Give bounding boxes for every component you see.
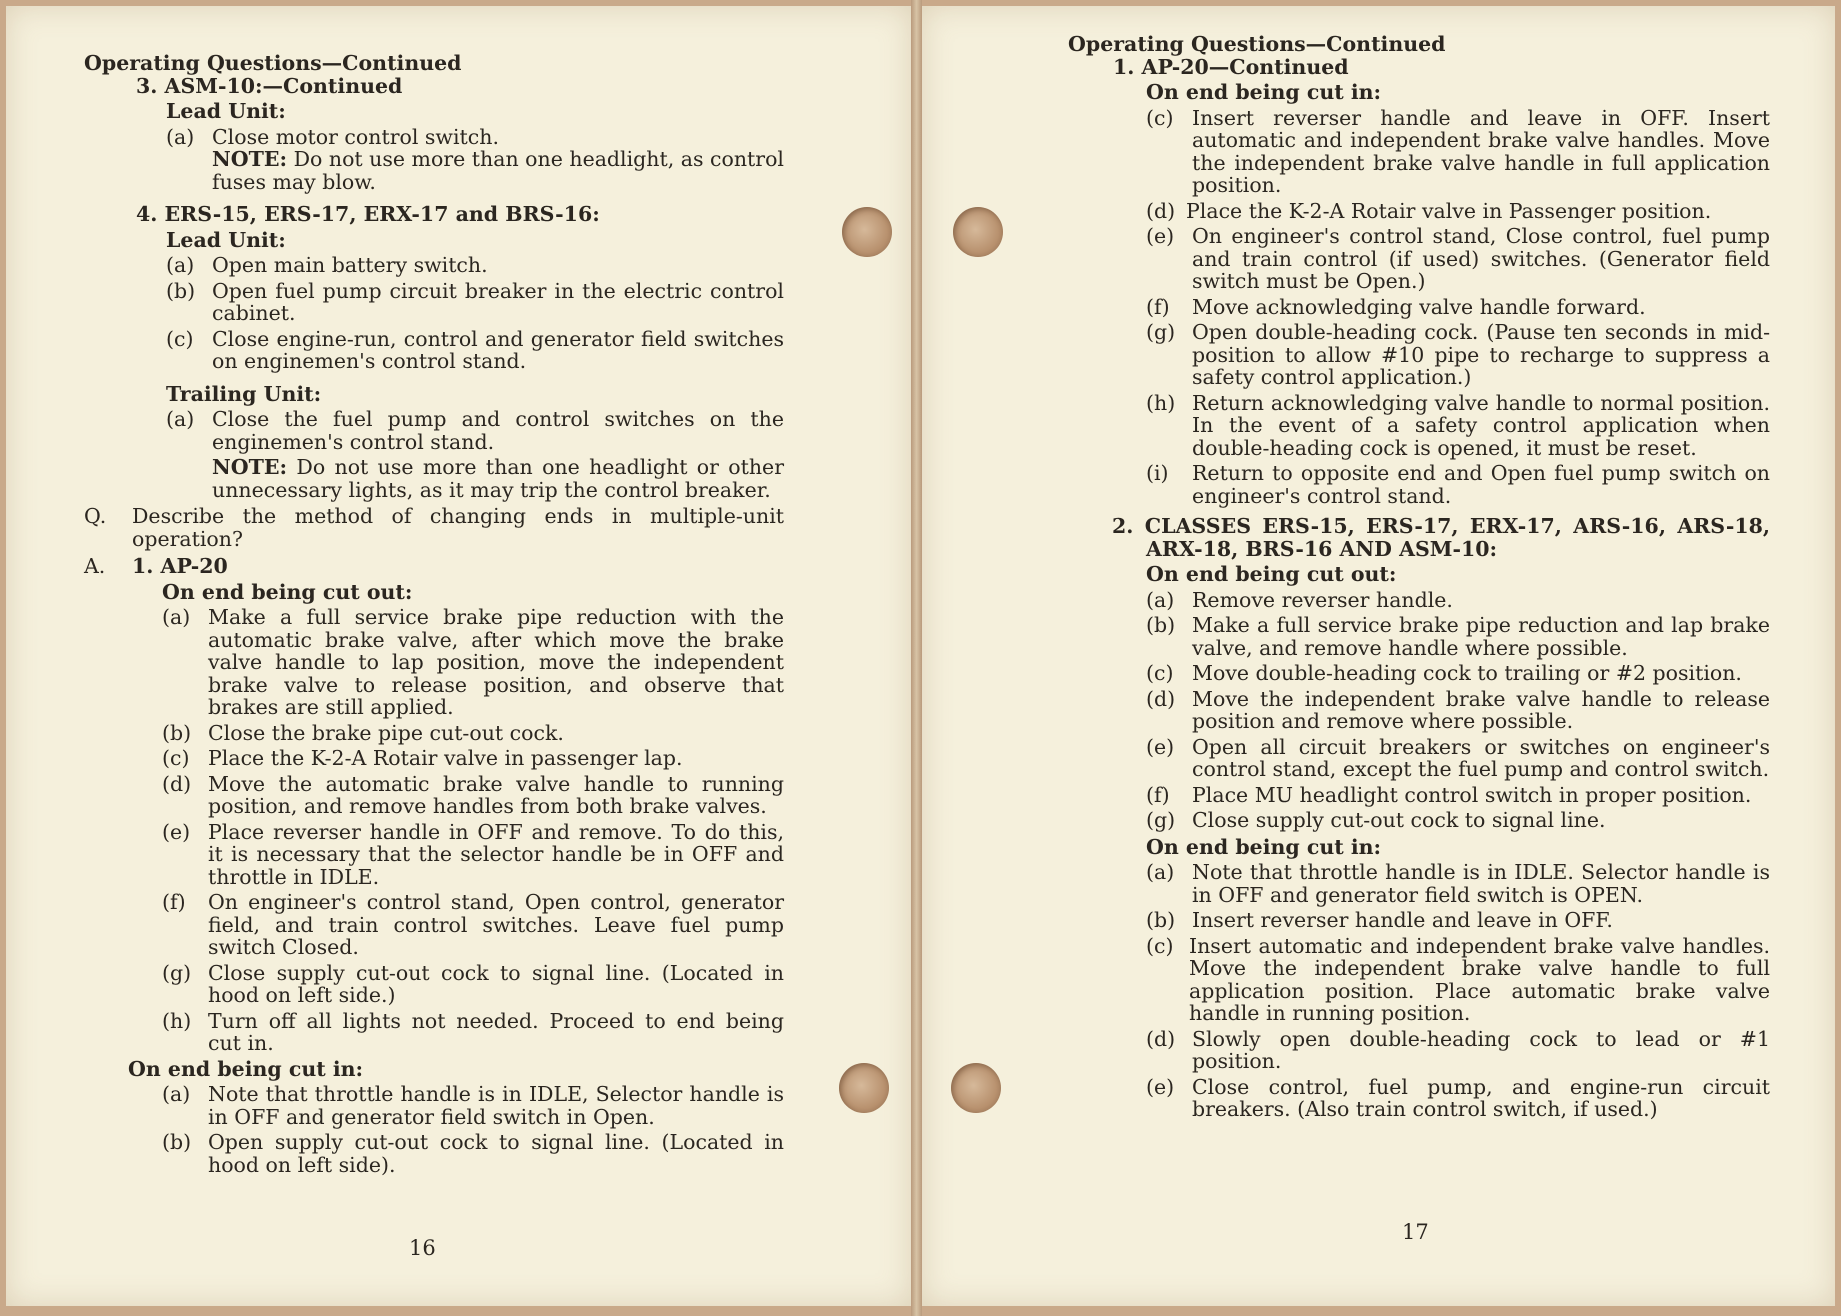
cut-in-item-d: [1068, 200, 1770, 223]
note-text: Do not use more than one headlight or other unnecessary lights, as it may trip the control breaker.: [212, 455, 784, 502]
section-4-item-c: [84, 328, 784, 373]
binder-hole-top-left: [842, 207, 892, 257]
cut-in-2-item-b: [1068, 909, 1770, 932]
cut-out-item-g: [84, 962, 784, 1007]
cut-out-label: On end being cut out:: [1146, 562, 1397, 586]
item-text: Place reverser handle in OFF and remove. To do this, it is necessary that the selector handle be in OFF and throttle in IDLE.: [208, 819, 784, 889]
note-label: NOTE:: [212, 455, 288, 479]
item-marker: (c): [162, 746, 190, 770]
cut-in-item-f: [1068, 296, 1770, 319]
item-text: Make a full service brake pipe reduction with the automatic brake valve, after which move the brake valve handle to lap position, move the independent brake valve to release position, and observe that brakes are still applied.: [208, 605, 784, 719]
cut-in-2-item-e: [1068, 1076, 1770, 1121]
item-marker: (b): [1146, 613, 1176, 637]
item-text: Move acknowledging valve handle forward.: [1192, 294, 1646, 319]
cut-in-item-b: [84, 1131, 784, 1176]
binder-hole-top-right: [953, 207, 1003, 257]
section-4-lead-unit-label: Lead Unit:: [166, 227, 286, 252]
item-text: Move the independent brake valve handle to release position and remove where possible.: [1192, 686, 1770, 733]
item-marker: (e): [1146, 1074, 1175, 1099]
section-4-note: [84, 456, 784, 501]
item-text: Remove reverser handle.: [1192, 587, 1453, 612]
right-page: [922, 6, 1835, 1306]
item-marker: (c): [1146, 933, 1174, 958]
item-text: Note that throttle handle is in IDLE, Selector handle is in OFF and generator field switch in Open.: [208, 1082, 784, 1129]
item-marker: (c): [1146, 105, 1174, 130]
item-marker: (i): [1146, 461, 1169, 485]
section-2-title: 2. CLASSES ERS-15, ERS-17, ERX-17, ARS-16, ARS-18, ARX-18, BRS-16 AND ASM-10:: [1112, 514, 1770, 561]
item-text: Insert reverser handle and leave in OFF. Insert automatic and independent brake valve handles. Move the independent brake valve handle in full application position.: [1192, 105, 1770, 197]
cut-in-item-e: [1068, 225, 1770, 293]
cut-in-2-item-a: [1068, 861, 1770, 906]
item-marker: (d): [1146, 198, 1176, 223]
note-text: Do not use more than one headlight, as control fuses may blow.: [212, 147, 784, 194]
item-text: Open main battery switch.: [212, 253, 488, 277]
item-marker: (b): [162, 1130, 192, 1154]
item-marker: (a): [166, 407, 195, 431]
left-text-column: [84, 6, 784, 1176]
book-gutter: [911, 0, 922, 1316]
item-marker: (d): [162, 771, 192, 796]
item-marker: (g): [162, 960, 192, 985]
item-text: On engineer's control stand, Open control, generator field, and train control switches. Leave fuel pump switch Closed.: [208, 890, 784, 959]
item-marker: (a): [162, 605, 191, 629]
item-marker: (a): [166, 253, 195, 277]
item-marker: (f): [162, 890, 186, 914]
section-3-lead-unit-label: Lead Unit:: [166, 99, 286, 123]
cut-out-item-f: [84, 891, 784, 959]
item-text: Close control, fuel pump, and engine-run circuit breakers. (Also train control switch, if used.): [1192, 1074, 1770, 1121]
item-text: Close supply cut-out cock to signal line. (Located in hood on left side.): [208, 960, 784, 1007]
item-text: Close engine-run, control and generator field switches on enginemen's control stand.: [212, 326, 784, 373]
item-text: Insert reverser handle and leave in OFF.: [1192, 908, 1613, 932]
item-text: Close the brake pipe cut-out cock.: [208, 720, 564, 745]
item-marker: (g): [1146, 808, 1176, 832]
cut-out-item-h: [84, 1010, 784, 1055]
right-page-header: Operating Questions—Continued: [1068, 32, 1446, 56]
item-text: Close supply cut-out cock to signal line.: [1192, 808, 1606, 832]
item-text: Make a full service brake pipe reduction and lap brake valve, and remove handle where possible.: [1192, 613, 1770, 660]
item-marker: (a): [1146, 860, 1175, 884]
item-marker: (b): [1146, 908, 1176, 932]
right-text-column: [1068, 6, 1770, 1121]
cut-out-item-b: [84, 722, 784, 745]
item-marker: (a): [162, 1082, 191, 1106]
item-text: Place the K-2-A Rotair valve in passenger lap.: [208, 746, 683, 770]
item-text: Open double-heading cock. (Pause ten seconds in mid-position to allow #10 pipe to recharge to suppress a safety control application.): [1192, 320, 1770, 389]
item-marker: (e): [1146, 734, 1175, 759]
cut-out-label: On end being cut out:: [162, 579, 413, 604]
answer-section-title: 1. AP-20: [132, 554, 228, 578]
item-marker: (e): [162, 819, 191, 844]
cut-out-item-f: [1068, 784, 1770, 807]
cut-in-2-item-c: [1068, 935, 1770, 1025]
item-text: Note that throttle handle is in IDLE. Selector handle is in OFF and generator field switch is OPEN.: [1192, 860, 1770, 907]
cut-out-item-c: [1068, 662, 1770, 685]
item-marker: (b): [166, 278, 196, 303]
section-4-trailing-item-a: [84, 408, 784, 453]
item-marker: (e): [1146, 224, 1175, 248]
cut-out-item-g: [1068, 809, 1770, 832]
section-1-continued-title: 1. AP-20—Continued: [1113, 54, 1349, 79]
item-marker: (h): [1146, 390, 1176, 415]
item-text: Place MU headlight control switch in proper position.: [1192, 782, 1752, 807]
item-text: Move double-heading cock to trailing or #2 position.: [1192, 661, 1742, 685]
left-page: [6, 6, 911, 1306]
cut-out-item-e: [1068, 736, 1770, 781]
item-marker: (c): [1146, 661, 1174, 685]
item-text: Place the K-2-A Rotair valve in Passenger position.: [1186, 198, 1712, 223]
page-number-left: 16: [409, 1236, 436, 1260]
cut-out-item-b: [1068, 614, 1770, 659]
section-4-title: 4. ERS-15, ERS-17, ERX-17 and BRS-16:: [136, 202, 600, 226]
item-marker: (a): [1146, 587, 1175, 612]
cut-out-item-d: [84, 773, 784, 818]
item-text: Close the fuel pump and control switches on the enginemen's control stand.: [212, 407, 784, 454]
item-marker: (c): [166, 326, 194, 351]
cut-out-item-d: [1068, 688, 1770, 733]
item-text: Insert automatic and independent brake valve handles. Move the independent brake valve handle to full application position. Place automatic brake valve handle in running position.: [1189, 933, 1770, 1025]
cut-in-label-2: On end being cut in:: [1146, 834, 1382, 859]
section-4-trailing-unit-label: Trailing Unit:: [166, 381, 322, 406]
cut-in-item-a: [84, 1083, 784, 1128]
item-marker: (f): [1146, 782, 1170, 807]
left-page-header: Operating Questions—Continued: [84, 51, 462, 75]
cut-in-item-i: [1068, 462, 1770, 507]
section-3-title: 3. ASM-10:—Continued: [136, 73, 403, 98]
section-4-item-a: [84, 254, 784, 277]
page-number-right: 17: [1402, 1220, 1429, 1244]
item-marker: (d): [1146, 1026, 1176, 1051]
item-marker: (a): [166, 124, 195, 149]
binder-hole-bottom-right: [951, 1063, 1001, 1113]
item-marker: (b): [162, 720, 192, 745]
note-label: NOTE:: [212, 147, 288, 171]
item-text: Return to opposite end and Open fuel pump switch on engineer's control stand.: [1192, 461, 1770, 508]
item-text: Turn off all lights not needed. Proceed to end being cut in.: [208, 1008, 784, 1055]
cut-out-item-c: [84, 747, 784, 770]
section-4-item-b: [84, 280, 784, 325]
item-text: Close motor control switch.: [212, 124, 499, 149]
item-text: Return acknowledging valve handle to normal position. In the event of a safety control application when double-heading cock is opened, it must be reset.: [1192, 390, 1770, 460]
cut-out-item-a: [84, 606, 784, 719]
item-marker: (d): [1146, 686, 1176, 711]
item-marker: (g): [1146, 320, 1176, 344]
item-text: On engineer's control stand, Close control, fuel pump and train control (if used) switches. (Generator field switch must be Open.): [1192, 224, 1770, 293]
question-paragraph: [84, 505, 784, 550]
cut-in-label: On end being cut in:: [128, 1056, 364, 1081]
cut-in-item-c: [1068, 107, 1770, 197]
item-text: Open all circuit breakers or switches on engineer's control stand, except the fuel pump and control switch.: [1192, 734, 1770, 781]
item-text: Slowly open double-heading cock to lead or #1 position.: [1192, 1026, 1770, 1073]
item-text: Move the automatic brake valve handle to running position, and remove handles from both brake valves.: [208, 771, 784, 818]
item-text: Open fuel pump circuit breaker in the electric control cabinet.: [212, 278, 784, 325]
section-3-item-a: [84, 126, 784, 149]
answer-heading: [84, 555, 784, 578]
cut-in-label: On end being cut in:: [1146, 80, 1382, 104]
item-marker: (h): [162, 1008, 192, 1033]
cut-in-item-g: [1068, 321, 1770, 389]
question-text: Describe the method of changing ends in multiple-unit operation?: [132, 504, 784, 551]
cut-out-item-a: [1068, 589, 1770, 612]
question-marker: Q.: [84, 504, 107, 528]
answer-marker: A.: [84, 554, 106, 578]
item-text: Open supply cut-out cock to signal line. (Located in hood on left side).: [208, 1130, 784, 1177]
item-marker: (f): [1146, 294, 1170, 319]
cut-in-item-h: [1068, 392, 1770, 460]
binder-hole-bottom-left: [839, 1063, 889, 1113]
cut-out-item-e: [84, 821, 784, 889]
section-3-note: [84, 148, 784, 193]
cut-in-2-item-d: [1068, 1028, 1770, 1073]
